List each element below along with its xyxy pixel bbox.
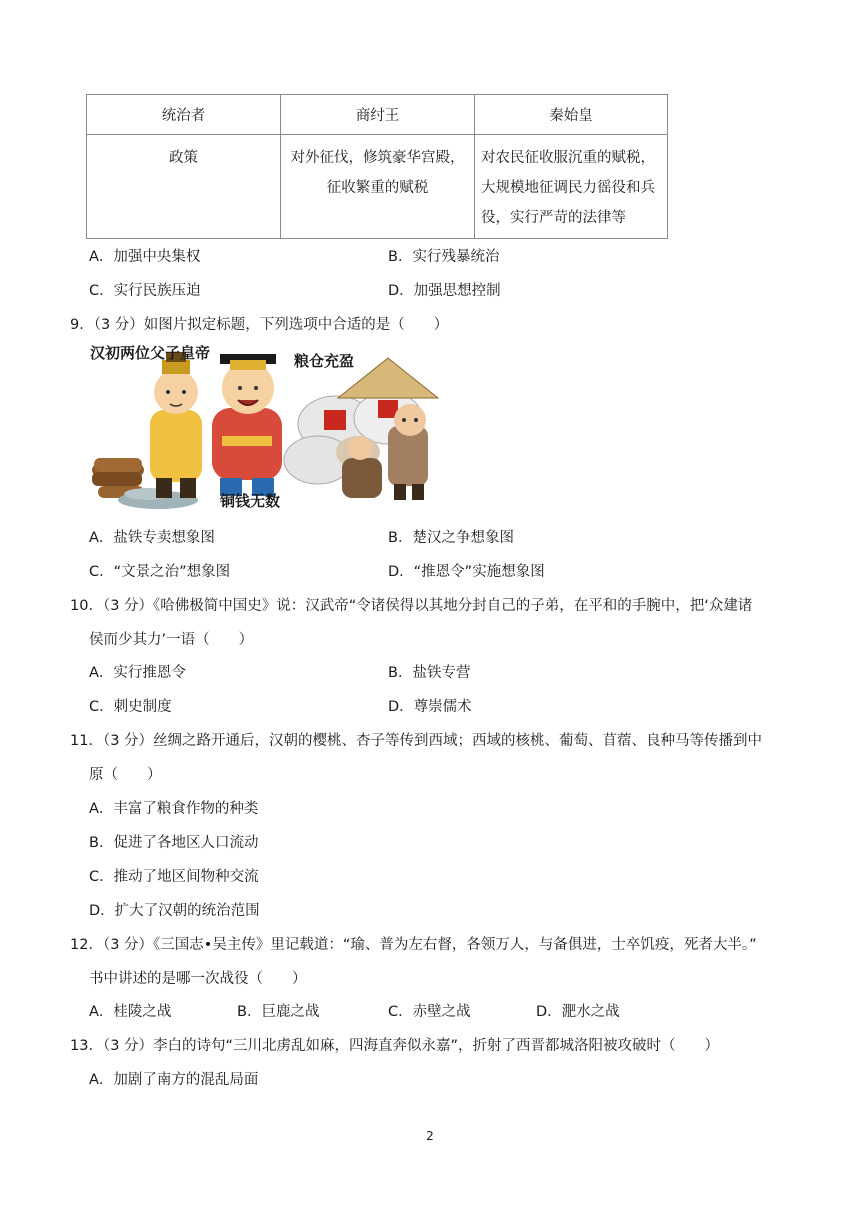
emperor-son-figure: [212, 354, 282, 496]
q10-option-d: D．尊崇儒术: [388, 699, 472, 715]
q10-option-b: B．盐铁专营: [388, 665, 471, 681]
table-row-label: 政策: [87, 135, 281, 239]
q9-stem: 9．（3 分）如图片拟定标题，下列选项中合适的是（ ）: [70, 317, 449, 333]
table-policy-row: [87, 135, 668, 239]
q12-option-a: A．桂陵之战: [89, 1004, 172, 1020]
q11-stem-line2: 原（ ）: [89, 767, 162, 783]
table-header-qin: 秦始皇: [475, 95, 668, 135]
table-cell-shang: [281, 135, 475, 239]
cell-line: 对外征伐，修筑豪华宫殿，: [290, 150, 465, 166]
page-number: 2: [426, 1129, 434, 1143]
q8-option-c: C．实行民族压迫: [89, 283, 201, 299]
q9-option-a: A．盐铁专卖想象图: [89, 530, 215, 546]
cell-line: 大规模地征调民力徭役和兵: [481, 180, 655, 196]
q13-option-a: A．加剧了南方的混乱局面: [89, 1072, 259, 1088]
cell-line: 征收繁重的赋税: [326, 180, 429, 196]
table-header-shang: 商纣王: [281, 95, 475, 135]
label-emperors: 汉初两位父子皇帝: [90, 344, 211, 362]
label-coins: 铜钱无数: [220, 492, 281, 510]
q10-stem-line1: 10．（3 分）《哈佛极简中国史》说：汉武帝“令诸侯得以其地分封自己的子弟，在平和的手腕中，把‘众建诸: [70, 598, 753, 614]
q11-option-b: B．促进了各地区人口流动: [89, 835, 259, 851]
q10-option-c: C．刺史制度: [89, 699, 172, 715]
q12-stem-line2: 书中讲述的是哪一次战役（ ）: [89, 971, 307, 987]
q9-option-b: B．楚汉之争想象图: [388, 530, 514, 546]
table-header-row: [87, 95, 668, 135]
q11-option-c: C．推动了地区间物种交流: [89, 869, 259, 885]
q11-option-a: A．丰富了粮食作物的种类: [89, 801, 259, 817]
cartoon-illustration: [88, 340, 466, 512]
q8-option-b: B．实行残暴统治: [388, 249, 500, 265]
q12-stem-line1: 12．（3 分）《三国志•吴主传》里记载道：“瑜、普为左右督，各领万人，与备俱进，士卒饥疫，死者大半。”: [70, 937, 757, 953]
q9-illustration: [88, 340, 466, 512]
table-header-ruler: 统治者: [87, 95, 281, 135]
q12-option-c: C．赤壁之战: [388, 1004, 471, 1020]
emperor-father-figure: [150, 352, 202, 498]
policy-table: [86, 94, 668, 239]
cell-line: 对农民征收服沉重的赋税，: [481, 150, 655, 166]
q13-stem-line1: 13．（3 分）李白的诗句“三川北虏乱如麻，四海直奔似永嘉”，折射了西晋都城洛阳被攻破时（ ）: [70, 1038, 720, 1054]
q12-option-b: B．巨鹿之战: [237, 1004, 320, 1020]
q8-option-d: D．加强思想控制: [388, 283, 501, 299]
q10-option-a: A．实行推恩令: [89, 665, 186, 681]
q9-option-c: C．“文景之治”想象图: [89, 564, 231, 580]
q12-option-d: D．淝水之战: [536, 1004, 620, 1020]
cell-line: 役，实行严苛的法律等: [481, 210, 626, 226]
q8-option-a: A．加强中央集权: [89, 249, 201, 265]
label-granary: 粮仓充盈: [294, 352, 355, 370]
q11-stem-line1: 11．（3 分）丝绸之路开通后，汉朝的樱桃、杏子等传到西域；西域的核桃、葡萄、苜蓿、良种马等传播到中: [70, 733, 763, 749]
q11-option-d: D．扩大了汉朝的统治范围: [89, 903, 260, 919]
q10-stem-line2: 侯而少其力’一语（ ）: [89, 632, 254, 648]
table-cell-qin: [475, 135, 668, 239]
q9-option-d: D．“推恩令”实施想象图: [388, 564, 545, 580]
